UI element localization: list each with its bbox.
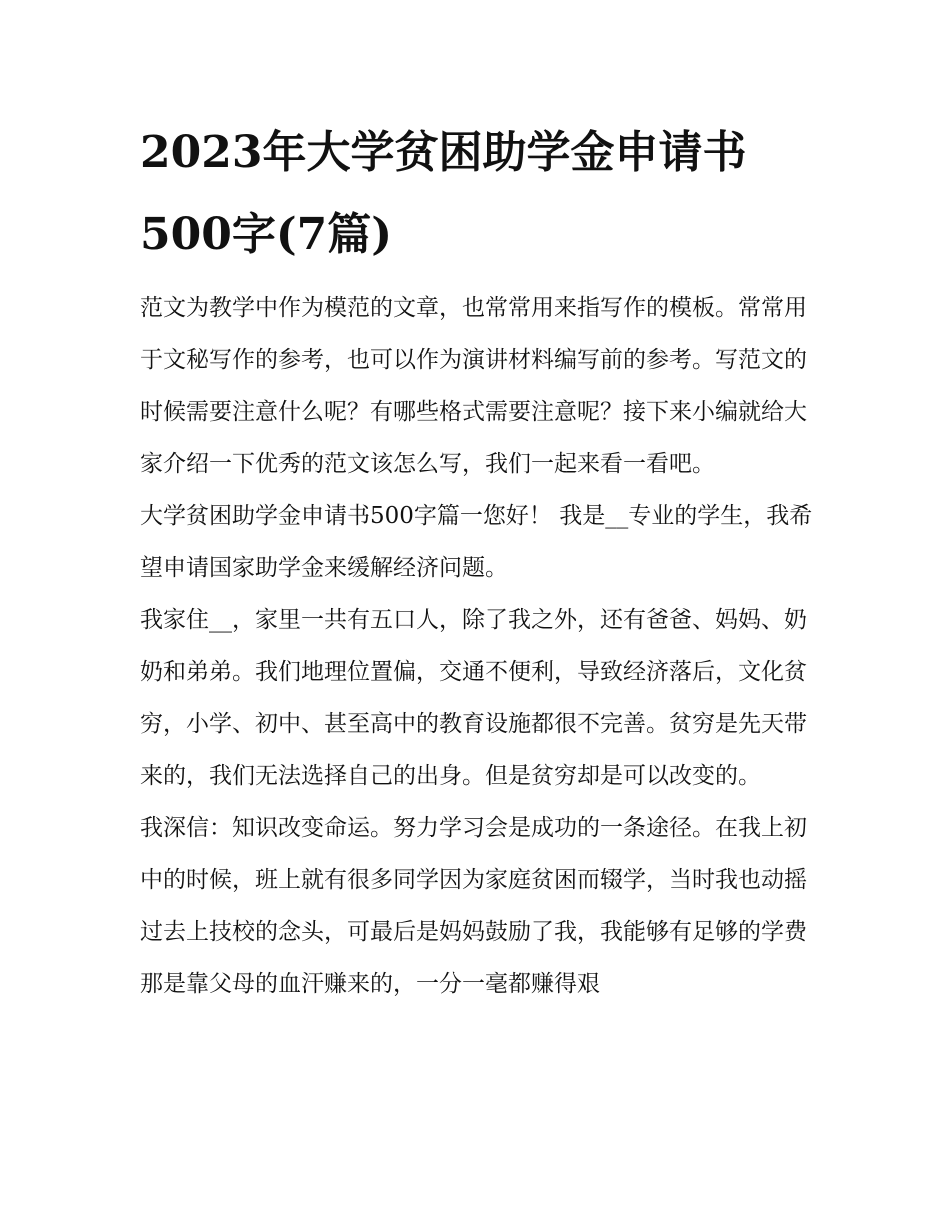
paragraph-intro: 范文为教学中作为模范的文章，也常常用来指写作的模板。常常用于文秘写作的参考，也可以作为演讲材料编写前的参考。写范文的时候需要注意什么呢？有哪些格式需要注意呢？接下来小编就给大家介绍一下优秀的范文该怎么写，我们一起来看一看吧。 [140, 295, 807, 477]
paragraph-greeting: 大学贫困助学金申请书500字篇一您好！ 我是__专业的学生，我希望申请国家助学金来缓解经济问题。 [140, 503, 813, 581]
paragraph-belief: 我深信：知识改变命运。努力学习会是成功的一条途径。在我上初中的时候，班上就有很多同学因为家庭贫困而辍学，当时我也动摇过去上技校的念头，可最后是妈妈鼓励了我，我能够有足够的学费那是靠父母的血汗赚来的，一分一毫都赚得艰 [140, 815, 807, 997]
document-page [140, 112, 820, 1010]
paragraph-family: 我家住__，家里一共有五口人，除了我之外，还有爸爸、妈妈、奶奶和弟弟。我们地理位置偏，交通不便利，导致经济落后，文化贫穷，小学、初中、甚至高中的教育设施都很不完善。贫穷是先天带来的，我们无法选择自己的出身。但是贫穷却是可以改变的。 [140, 607, 807, 789]
document-title: 2023年大学贫困助学金申请书500字(7篇) [140, 127, 747, 260]
